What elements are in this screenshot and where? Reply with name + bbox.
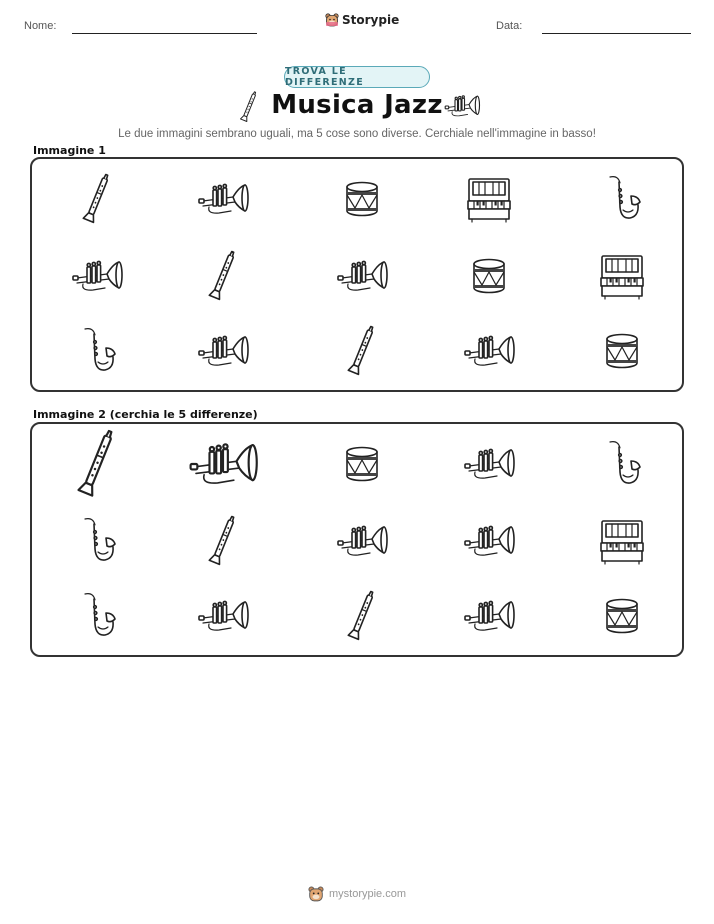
image2-clarinet-r3c3[interactable] <box>327 587 397 645</box>
clarinet-icon <box>236 90 262 124</box>
footer-url: mystorypie.com <box>328 888 407 900</box>
trumpet-icon <box>454 322 524 380</box>
drum-icon <box>587 322 657 380</box>
image1-trumpet-r3c2 <box>188 322 258 380</box>
image1-panel <box>30 157 684 392</box>
image2-saxophone-r3c1[interactable] <box>62 587 132 645</box>
saxophone-icon <box>62 512 132 570</box>
drum-icon <box>454 247 524 305</box>
image1-saxophone-r3c1 <box>62 322 132 380</box>
trumpet-icon <box>454 512 524 570</box>
image2-drum-r1c3[interactable] <box>327 435 397 493</box>
image2-trumpet-r1c4[interactable] <box>454 435 524 493</box>
page-title: Musica Jazz <box>271 90 443 120</box>
saxophone-icon <box>62 587 132 645</box>
image2-panel[interactable] <box>30 422 684 657</box>
drum-icon <box>327 170 397 228</box>
image2-trumpet-r2c3[interactable] <box>327 512 397 570</box>
image1-trumpet-r2c3 <box>327 247 397 305</box>
image2-drum-r3c5[interactable] <box>587 587 657 645</box>
footer <box>0 886 714 902</box>
image1-clarinet-r1c1 <box>62 170 132 228</box>
saxophone-icon <box>587 435 657 493</box>
brand-name: Storypie <box>342 13 400 27</box>
image2-saxophone-r1c5[interactable] <box>587 435 657 493</box>
saxophone-icon <box>587 170 657 228</box>
trumpet-icon <box>62 247 132 305</box>
bear-icon <box>325 13 339 27</box>
trumpet-icon <box>454 587 524 645</box>
clarinet-icon <box>188 512 258 570</box>
image2-label: Immagine 2 (cerchia le 5 differenze) <box>33 408 258 421</box>
image1-saxophone-r1c5 <box>587 170 657 228</box>
saxophone-icon <box>62 322 132 380</box>
trumpet-icon <box>188 587 258 645</box>
image1-trumpet-r3c4 <box>454 322 524 380</box>
image1-clarinet-r3c3 <box>327 322 397 380</box>
name-label: Nome: <box>24 20 57 32</box>
image1-trumpet-r2c1 <box>62 247 132 305</box>
image1-drum-r3c5 <box>587 322 657 380</box>
name-field[interactable] <box>72 33 257 34</box>
trumpet-icon <box>443 90 481 122</box>
piano-icon <box>454 170 524 228</box>
image1-trumpet-r1c2 <box>188 170 258 228</box>
image2-clarinet-r1c1[interactable] <box>62 435 132 493</box>
image2-trumpet-r1c2[interactable] <box>188 435 258 493</box>
image2-trumpet-r3c2[interactable] <box>188 587 258 645</box>
image2-trumpet-r3c4[interactable] <box>454 587 524 645</box>
trumpet-icon <box>327 247 397 305</box>
image2-saxophone-r2c1[interactable] <box>62 512 132 570</box>
drum-icon <box>327 435 397 493</box>
trumpet-icon <box>188 170 258 228</box>
image2-clarinet-r2c2[interactable] <box>188 512 258 570</box>
clarinet-icon <box>327 322 397 380</box>
trumpet-icon <box>188 435 258 493</box>
bear-icon <box>308 886 324 902</box>
clarinet-icon <box>188 247 258 305</box>
image1-clarinet-r2c2 <box>188 247 258 305</box>
image2-piano-r2c5[interactable] <box>587 512 657 570</box>
piano-icon <box>587 512 657 570</box>
clarinet-icon <box>62 435 132 493</box>
date-field[interactable] <box>542 33 691 34</box>
image1-piano-r2c5 <box>587 247 657 305</box>
trumpet-icon <box>188 322 258 380</box>
brand-logo <box>325 13 399 27</box>
image1-drum-r1c3 <box>327 170 397 228</box>
piano-icon <box>587 247 657 305</box>
image1-piano-r1c4 <box>454 170 524 228</box>
instructions: Le due immagini sembrano uguali, ma 5 cose sono diverse. Cerchiale nell'immagine in basso! <box>118 128 596 140</box>
image1-drum-r2c4 <box>454 247 524 305</box>
trumpet-icon <box>454 435 524 493</box>
activity-badge: TROVA LE DIFFERENZE <box>284 66 430 88</box>
clarinet-icon <box>327 587 397 645</box>
image2-trumpet-r2c4[interactable] <box>454 512 524 570</box>
drum-icon <box>587 587 657 645</box>
clarinet-icon <box>62 170 132 228</box>
trumpet-icon <box>327 512 397 570</box>
date-label: Data: <box>496 20 523 32</box>
image1-label: Immagine 1 <box>33 144 106 157</box>
